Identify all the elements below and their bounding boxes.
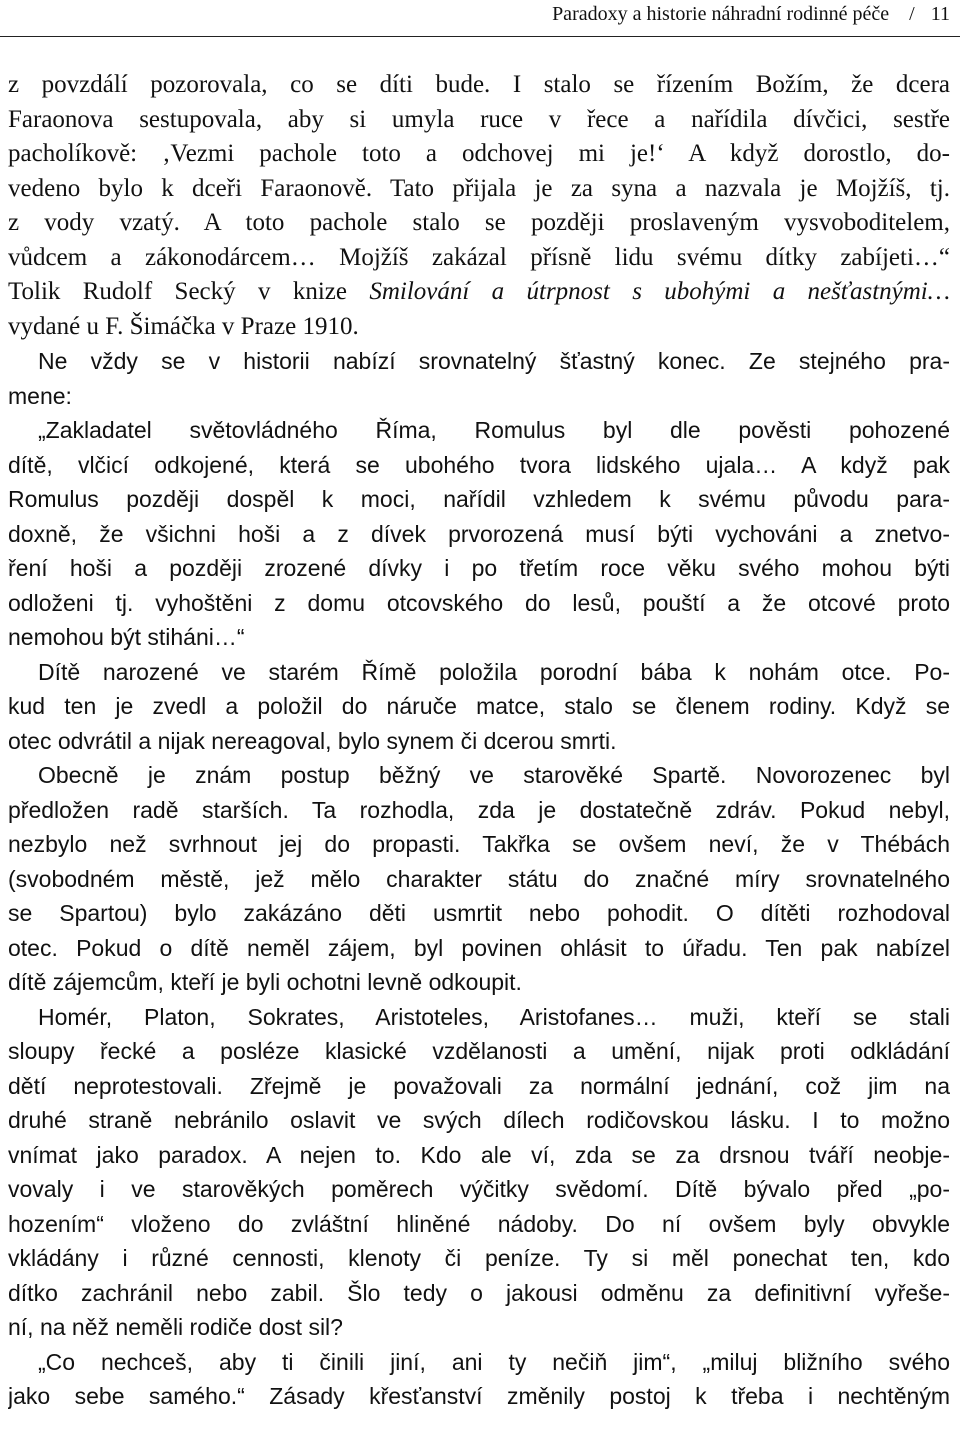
text-line: Ne vždy se v historii nabízí srovnatelný šťastný konec. Ze stejného pra- [38,348,950,374]
text-line: vkládány i různé cennosti, klenoty či peníze. Ty si měl ponechat ten, kdo [8,1245,950,1271]
running-head [552,2,950,26]
text-line: „Zakladatel světovládného Říma, Romulus byl dle pověsti pohozené [38,417,950,443]
text-line: ní, na něž neměli rodiče dost sil? [8,1314,343,1340]
text-line: (svobodném městě, jež mělo charakter státu do značné míry srovnatelného [8,865,950,892]
citation-prefix: Tolik Rudolf Secký v knize [8,278,370,305]
text-line: kud ten je zvedl a položil do náruče matce, stalo se členem rodiny. Když se [8,693,950,719]
text-line: dítě zájemcům, kteří je byli ochotni levně odkoupit. [8,969,522,995]
text-line: otec odvrátil a nijak nereagoval, bylo synem či dcerou smrti. [8,727,617,754]
text-line: Romulus později dospěl k moci, nařídil vzhledem k svému původu para- [8,486,950,512]
text-line: z povzdálí pozorovala, co se díti bude. I stalo se řízením Božím, že dcera [8,71,950,98]
text-line: dítko zachránil nebo zabil. Šlo tedy o jakousi odměnu za definitivní vyřeše- [8,1279,950,1306]
text-line: z vody vzatý. A toto pachole stalo se později proslaveným vysvoboditelem, [8,209,950,236]
text-line: se Spartou) bylo zakázáno děti usmrtit nebo pohodit. O dítěti rozhodoval [8,900,950,926]
text-line: odloženi tj. vyhoštěni z domu otcovského do lesů, pouští a že otcové proto [8,589,950,616]
running-title: Paradoxy a historie náhradní rodinné péče [552,3,890,25]
book-title: Smilování a útrpnost s ubohými a nešťastnými… [369,278,950,305]
text-line: vůdcem a zákonodárcem… Mojžíš zakázal přísně lidu svému dítky zabíjeti…“ [8,243,950,271]
text-line [8,275,950,310]
text-line: sloupy řecké a posléze klasické vzdělanosti a umění, nijak proti odkládání [8,1038,950,1064]
text-line: nezbylo než svrhnout jej do propasti. Takřka se ovšem neví, že v Thébách [8,831,950,857]
text-line: mene: [8,382,72,409]
text-line: otec. Pokud o dítě neměl zájem, byl povinen ohlásit to úřadu. Ten pak nabízel [8,934,950,961]
text-line: Faraonova sestupovala, aby si umyla ruce v řece a nařídila dívčici, sestře [8,105,950,133]
text-line: hozením“ vloženo do zvláštní hliněné nádoby. Do ní ovšem byly obvykle [8,1210,950,1237]
text-line: Homér, Platon, Sokrates, Aristoteles, Aristofanes… muži, kteří se stali [38,1003,950,1030]
text-body [8,68,950,1414]
text-line: Dítě narozené ve starém Římě položila porodní bába k nohám otce. Po- [38,658,950,685]
page-number: 11 [930,3,950,25]
text-line: jako sebe samého.“ Zásady křesťanství změnily postoj k třeba i nechtěným [8,1383,950,1409]
header-separator: / [909,3,915,25]
text-line: vydané u F. Šimáčka v Praze 1910. [8,312,359,340]
text-line: nemohou být stiháni…“ [8,624,245,650]
text-line: vedeno bylo k dceři Faraonově. Tato přijala je za syna a nazvala je Mojžíš, tj. [8,174,950,202]
text-line: vnímat jako paradox. A nejen to. Kdo ale ví, zda se za drsnou tváří neobje- [8,1141,950,1168]
text-line: dětí neprotestovali. Zřejmě je považovali za normální jednání, což jim na [8,1072,950,1099]
text-line: Obecně je znám postup běžný ve starověké Spartě. Novorozenec byl [38,762,950,788]
text-line: pacholíkově: ‚Vezmi pachole toto a odchovej mi je!‘ A když dorostlo, do- [8,140,950,167]
text-line: doxně, že všichni hoši a z dívek prvorozená musí býti vychováni a znetvo- [8,520,950,547]
text-line: dítě, vlčicí odkojené, která se ubohého tvora lidského ujala… A když pak [8,451,950,478]
text-line: druhé straně nebránilo oslavit ve svých dílech rodičovskou lásku. I to možno [8,1107,950,1133]
text-line: ření hoši a později zrozené dívky i po třetím roce věku svého mohou býti [8,555,950,581]
text-line: předložen radě starších. Ta rozhodla, zda je dostatečně zdráv. Pokud nebyl, [8,796,950,823]
text-line: „Co nechceš, aby ti činili jiní, ani ty nečiň jim“, „miluj bližního svého [38,1348,950,1375]
text-line: vovaly i ve starověkých poměrech výčitky svědomí. Dítě bývalo před „po- [8,1176,950,1202]
page-header [0,0,960,37]
